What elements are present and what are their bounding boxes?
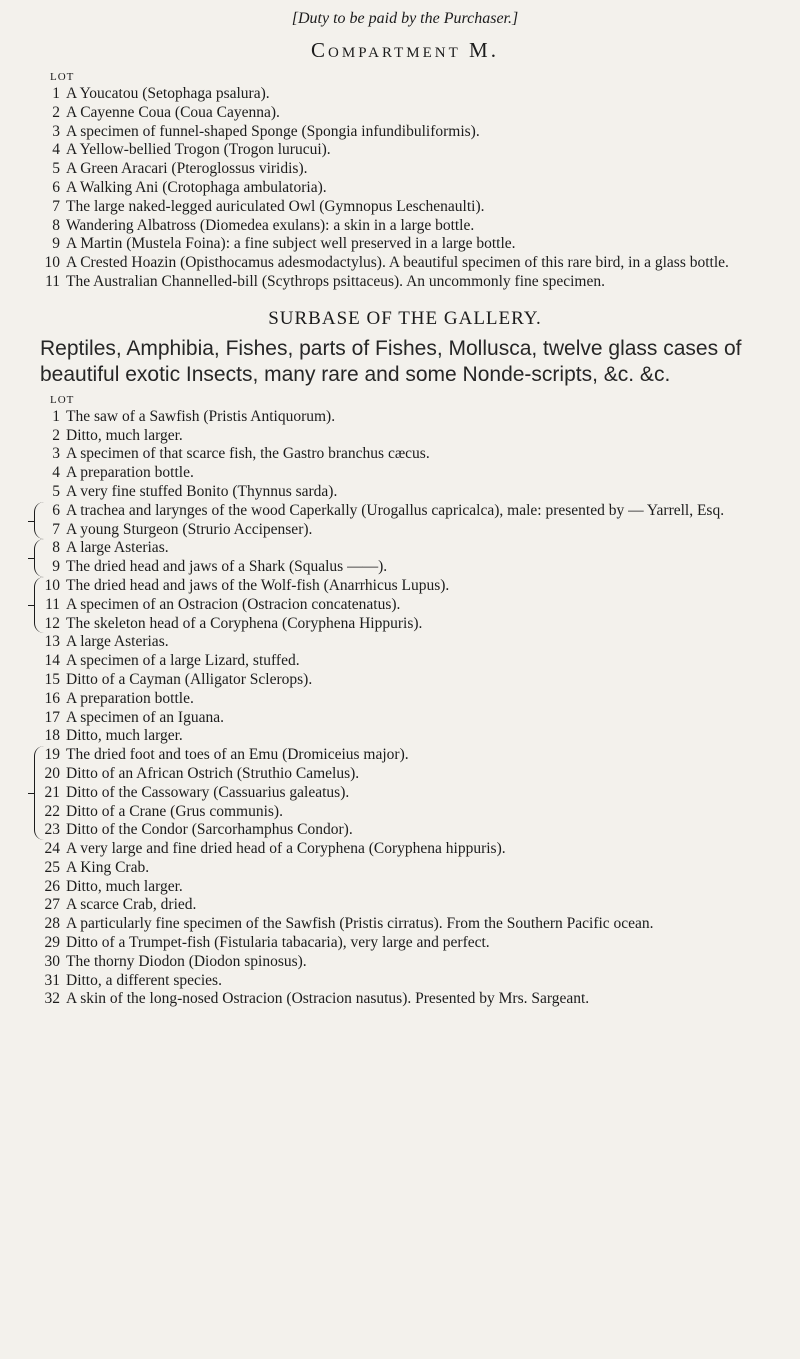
lot-number: 21 <box>44 783 60 801</box>
lot-description: A large Asterias. <box>66 539 169 557</box>
lot-description: A skin of the long-nosed Ostracion (Ostracion nasutus). Presented by Mrs. Sargeant. <box>66 990 590 1008</box>
lot-description: The skeleton head of a Coryphena (Coryphena Hippuris). <box>66 614 423 632</box>
lot-item <box>40 427 770 446</box>
lot-number: 11 <box>45 595 60 613</box>
lot-description: A King Crab. <box>66 858 150 876</box>
lot-number: 3 <box>52 122 60 140</box>
lot-number: 2 <box>52 103 60 121</box>
surbase-lot-list <box>40 408 770 502</box>
lot-number: 27 <box>44 896 60 914</box>
lot-item <box>40 198 770 217</box>
lot-description: A scarce Crab, dried. <box>66 896 197 914</box>
lot-number: 8 <box>52 539 60 557</box>
lot-number: 20 <box>44 764 60 782</box>
lot-item <box>40 273 770 292</box>
lot-number: 18 <box>44 727 60 745</box>
lot-number: 9 <box>52 235 60 253</box>
lot-number: 24 <box>44 840 60 858</box>
lot-item <box>40 915 770 934</box>
lot-item <box>40 483 770 502</box>
brace <box>34 577 45 633</box>
lot-item <box>40 445 770 464</box>
lot-description: Ditto of a Crane (Grus communis). <box>66 802 283 820</box>
group-lot-list <box>40 502 770 540</box>
lot-description: A particularly fine specimen of the Sawfish (Pristis cirratus). From the Southern Pacific ocean. <box>66 915 654 933</box>
lot-item <box>40 633 770 652</box>
lot-number: 19 <box>44 746 60 764</box>
lot-number: 13 <box>44 633 60 651</box>
lot-item <box>40 521 770 540</box>
lot-description: The saw of a Sawfish (Pristis Antiquorum). <box>66 407 336 425</box>
lot-number: 1 <box>52 85 60 102</box>
lot-item <box>40 934 770 953</box>
lot-number: 4 <box>52 464 60 482</box>
brace <box>34 502 45 540</box>
lot-description: A preparation bottle. <box>66 464 194 482</box>
lot-description: A Walking Ani (Crotophaga ambulatoria). <box>66 178 327 196</box>
lot-number: 10 <box>44 576 60 594</box>
lot-item <box>40 502 770 521</box>
lot-description: Ditto, much larger. <box>66 727 183 745</box>
lot-number: 10 <box>44 254 60 272</box>
brace <box>34 539 45 577</box>
lot-number: 28 <box>44 915 60 933</box>
lot-item <box>40 727 770 746</box>
lot-description: The dried head and jaws of a Shark (Squalus ——). <box>66 558 388 576</box>
lot-item <box>40 990 770 1009</box>
lot-description: A very large and fine dried head of a Coryphena (Coryphena hippuris). <box>66 840 506 858</box>
lot-description: A Yellow-bellied Trogon (Trogon lurucui). <box>66 141 331 159</box>
lot-item <box>40 896 770 915</box>
lot-description: The dried foot and toes of an Emu (Dromiceius major). <box>66 746 409 764</box>
lot-item <box>40 652 770 671</box>
lot-description: A specimen of a large Lizard, stuffed. <box>66 652 300 670</box>
lot-description: A trachea and larynges of the wood Caperkally (Urogallus capricalca), male: presented by — Yarrell, Esq. <box>66 501 725 519</box>
lot-number: 11 <box>45 272 60 290</box>
lot-description: A young Sturgeon (Strurio Accipenser). <box>66 520 313 538</box>
lot-item <box>40 709 770 728</box>
lot-number: 7 <box>52 520 60 538</box>
compartment-lot-list <box>40 85 770 292</box>
lot-item <box>40 746 770 765</box>
lot-item <box>40 803 770 822</box>
lot-number: 16 <box>44 689 60 707</box>
lot-item <box>40 160 770 179</box>
lot-description: A specimen of funnel-shaped Sponge (Spongia infundibuliformis). <box>66 122 480 140</box>
lot-description: A Cayenne Coua (Coua Cayenna). <box>66 103 280 121</box>
lot-description: A Crested Hoazin (Opisthocamus adesmodactylus). A beautiful specimen of this rare bird, in a glass bottle. <box>66 254 729 272</box>
lot-number: 5 <box>52 482 60 500</box>
section-title: SURBASE OF THE GALLERY. <box>268 307 542 329</box>
lot-description: Ditto of an African Ostrich (Struthio Camelus). <box>66 764 360 782</box>
duty-note: [Duty to be paid by the Purchaser.] <box>291 10 519 27</box>
lot-item <box>40 179 770 198</box>
lot-description: The thorny Diodon (Diodon spinosus). <box>66 952 307 970</box>
lot-description: Ditto of the Condor (Sarcorhamphus Condor). <box>66 821 353 839</box>
lot-item <box>40 821 770 840</box>
lot-description: A very fine stuffed Bonito (Thynnus sarda). <box>66 482 338 500</box>
brace <box>34 746 45 840</box>
lot-description: A specimen of that scarce fish, the Gastro branchus cæcus. <box>66 445 430 463</box>
lot-number: 26 <box>44 877 60 895</box>
lot-description: Ditto of a Cayman (Alligator Sclerops). <box>66 670 313 688</box>
lot-item <box>40 615 770 634</box>
lot-number: 32 <box>44 990 60 1008</box>
compartment-title: Compartment M. <box>311 38 499 62</box>
lot-description: The large naked-legged auriculated Owl (Gymnopus Leschenaulti). <box>66 197 485 215</box>
lot-item <box>40 690 770 709</box>
lot-number: 15 <box>44 670 60 688</box>
lot-number: 6 <box>52 501 60 519</box>
lot-item <box>40 85 770 104</box>
surbase-lot-list <box>40 633 770 746</box>
lot-item <box>40 840 770 859</box>
lot-item <box>40 464 770 483</box>
lot-number: 23 <box>44 821 60 839</box>
group-lot-list <box>40 577 770 633</box>
lot-description: Ditto of the Cassowary (Cassuarius galeatus). <box>66 783 350 801</box>
lot-description: A Green Aracari (Pteroglossus viridis). <box>66 160 308 178</box>
group-lot-list <box>40 746 770 840</box>
lot-number: 5 <box>52 160 60 178</box>
section-intro: Reptiles, Amphibia, Fishes, parts of Fishes, Mollusca, twelve glass cases of beautiful exotic Insects, many rare and some Nonde-scripts, &c. &c. <box>40 336 742 386</box>
lot-number: 31 <box>44 971 60 989</box>
lot-item <box>40 235 770 254</box>
lot-number: 29 <box>44 934 60 952</box>
lot-number: 8 <box>52 216 60 234</box>
lot-description: A large Asterias. <box>66 633 169 651</box>
lot-number: 2 <box>52 426 60 444</box>
lot-number: 25 <box>44 858 60 876</box>
lot-number: 12 <box>44 614 60 632</box>
lot-item <box>40 953 770 972</box>
bracketed-lot-group <box>40 577 770 633</box>
lot-item <box>40 577 770 596</box>
bracketed-lot-group <box>40 539 770 577</box>
lot-item <box>40 217 770 236</box>
lot-number: 30 <box>44 952 60 970</box>
lot-description: Ditto, much larger. <box>66 426 183 444</box>
lot-description: A Youcatou (Setophaga psalura). <box>66 85 270 102</box>
lot-description: Ditto, a different species. <box>66 971 222 989</box>
lot-item <box>40 765 770 784</box>
lot-item <box>40 784 770 803</box>
lot-item <box>40 558 770 577</box>
lot-number: 22 <box>44 802 60 820</box>
lot-item <box>40 859 770 878</box>
lot-number: 1 <box>52 407 60 425</box>
lot-item <box>40 972 770 991</box>
group-lot-list <box>40 539 770 577</box>
lot-description: A specimen of an Ostracion (Ostracion concatenatus). <box>66 595 401 613</box>
lot-item <box>40 123 770 142</box>
lot-number: 17 <box>44 708 60 726</box>
lot-description: Ditto of a Trumpet-fish (Fistularia tabacaria), very large and perfect. <box>66 934 490 952</box>
lot-heading: LOT <box>50 393 75 406</box>
bracketed-lot-group <box>40 746 770 840</box>
lot-number: 6 <box>52 178 60 196</box>
lot-number: 3 <box>52 445 60 463</box>
lot-description: The Australian Channelled-bill (Scythrops psittaceus). An uncommonly fine specimen. <box>66 272 605 290</box>
lot-description: Wandering Albatross (Diomedea exulans): a skin in a large bottle. <box>66 216 475 234</box>
lot-description: A Martin (Mustela Foina): a fine subject well preserved in a large bottle. <box>66 235 516 253</box>
lot-item <box>40 671 770 690</box>
lot-description: The dried head and jaws of the Wolf-fish (Anarrhicus Lupus). <box>66 576 450 594</box>
lot-description: A specimen of an Iguana. <box>66 708 224 726</box>
lot-item <box>40 254 770 273</box>
lot-item <box>40 141 770 160</box>
lot-number: 7 <box>52 197 60 215</box>
lot-item <box>40 104 770 123</box>
lot-item <box>40 878 770 897</box>
lot-description: Ditto, much larger. <box>66 877 183 895</box>
lot-item <box>40 539 770 558</box>
lot-item <box>40 596 770 615</box>
lot-heading: LOT <box>50 71 75 83</box>
lot-number: 4 <box>52 141 60 159</box>
lot-number: 14 <box>44 652 60 670</box>
lot-number: 9 <box>52 558 60 576</box>
lot-description: A preparation bottle. <box>66 689 194 707</box>
lot-item <box>40 408 770 427</box>
bracketed-lot-group <box>40 502 770 540</box>
surbase-lot-list <box>40 840 770 1009</box>
